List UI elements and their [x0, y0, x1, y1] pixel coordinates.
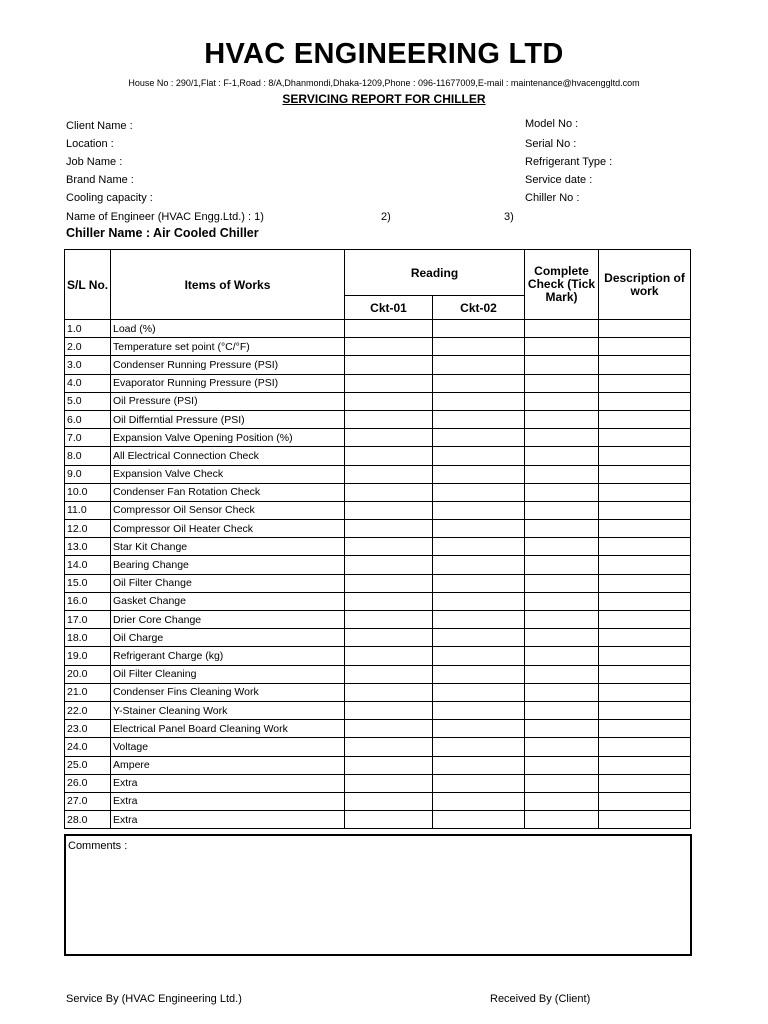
- row-complete-cell[interactable]: [525, 756, 599, 774]
- company-name: HVAC ENGINEERING LTD: [204, 38, 564, 70]
- row-description-cell[interactable]: [599, 629, 691, 647]
- report-title: SERVICING REPORT FOR CHILLER: [282, 92, 486, 106]
- row-ckt2-cell[interactable]: [433, 629, 525, 647]
- row-ckt1-cell[interactable]: [345, 756, 433, 774]
- row-ckt1-cell[interactable]: [345, 556, 433, 574]
- row-item-name: Oil Filter Cleaning: [111, 665, 345, 683]
- location-label: Location :: [66, 138, 114, 150]
- row-sl-number: 9.0: [65, 465, 111, 483]
- row-sl-number: 22.0: [65, 701, 111, 719]
- row-item-name: Extra: [111, 774, 345, 792]
- row-item-name: Load (%): [111, 320, 345, 338]
- row-description-cell[interactable]: [599, 683, 691, 701]
- row-ckt2-cell[interactable]: [433, 665, 525, 683]
- table-row: [65, 356, 691, 374]
- row-sl-number: 26.0: [65, 774, 111, 792]
- table-row: [65, 392, 691, 410]
- row-ckt2-cell[interactable]: [433, 592, 525, 610]
- row-sl-number: 20.0: [65, 665, 111, 683]
- row-description-cell[interactable]: [599, 701, 691, 719]
- row-sl-number: 28.0: [65, 811, 111, 829]
- row-description-cell[interactable]: [599, 592, 691, 610]
- table-row: [65, 483, 691, 501]
- row-sl-number: 10.0: [65, 483, 111, 501]
- row-item-name: Expansion Valve Check: [111, 465, 345, 483]
- row-ckt1-cell[interactable]: [345, 683, 433, 701]
- row-ckt1-cell[interactable]: [345, 520, 433, 538]
- comments-label: Comments :: [68, 840, 128, 852]
- row-description-cell[interactable]: [599, 538, 691, 556]
- row-ckt1-cell[interactable]: [345, 738, 433, 756]
- row-ckt2-cell[interactable]: [433, 320, 525, 338]
- row-item-name: Gasket Change: [111, 592, 345, 610]
- row-ckt1-cell[interactable]: [345, 410, 433, 428]
- col-sl-header: S/L No.: [65, 250, 111, 320]
- row-ckt2-cell[interactable]: [433, 774, 525, 792]
- row-ckt2-cell[interactable]: [433, 556, 525, 574]
- row-description-cell[interactable]: [599, 756, 691, 774]
- table-row: [65, 556, 691, 574]
- row-description-cell[interactable]: [599, 374, 691, 392]
- row-ckt2-cell[interactable]: [433, 356, 525, 374]
- row-item-name: All Electrical Connection Check: [111, 447, 345, 465]
- row-item-name: Ampere: [111, 756, 345, 774]
- row-description-cell[interactable]: [599, 338, 691, 356]
- row-complete-cell[interactable]: [525, 447, 599, 465]
- row-ckt1-cell[interactable]: [345, 429, 433, 447]
- row-ckt2-cell[interactable]: [433, 538, 525, 556]
- row-sl-number: 16.0: [65, 592, 111, 610]
- row-item-name: Condenser Running Pressure (PSI): [111, 356, 345, 374]
- row-ckt2-cell[interactable]: [433, 701, 525, 719]
- row-item-name: Oil Filter Change: [111, 574, 345, 592]
- row-item-name: Compressor Oil Sensor Check: [111, 501, 345, 519]
- row-complete-cell[interactable]: [525, 556, 599, 574]
- row-complete-cell[interactable]: [525, 520, 599, 538]
- row-ckt1-cell[interactable]: [345, 592, 433, 610]
- row-sl-number: 4.0: [65, 374, 111, 392]
- row-sl-number: 15.0: [65, 574, 111, 592]
- row-complete-cell[interactable]: [525, 720, 599, 738]
- row-description-cell[interactable]: [599, 774, 691, 792]
- row-ckt2-cell[interactable]: [433, 374, 525, 392]
- row-ckt1-cell[interactable]: [345, 811, 433, 829]
- row-sl-number: 5.0: [65, 392, 111, 410]
- row-sl-number: 25.0: [65, 756, 111, 774]
- row-description-cell[interactable]: [599, 720, 691, 738]
- row-ckt1-cell[interactable]: [345, 356, 433, 374]
- row-ckt1-cell[interactable]: [345, 792, 433, 810]
- row-ckt1-cell[interactable]: [345, 374, 433, 392]
- row-description-cell[interactable]: [599, 520, 691, 538]
- row-ckt1-cell[interactable]: [345, 774, 433, 792]
- table-row: [65, 701, 691, 719]
- row-ckt2-cell[interactable]: [433, 429, 525, 447]
- engineer-label: Name of Engineer (HVAC Engg.Ltd.) : 1): [66, 211, 264, 223]
- row-ckt2-cell[interactable]: [433, 520, 525, 538]
- row-ckt1-cell[interactable]: [345, 574, 433, 592]
- row-sl-number: 1.0: [65, 320, 111, 338]
- col-complete-header: Complete Check (Tick Mark): [525, 250, 599, 320]
- job-name-label: Job Name :: [66, 156, 123, 168]
- row-ckt1-cell[interactable]: [345, 338, 433, 356]
- row-ckt2-cell[interactable]: [433, 410, 525, 428]
- row-item-name: Temperature set point (°C/°F): [111, 338, 345, 356]
- service-date-label: Service date :: [525, 174, 593, 186]
- row-complete-cell[interactable]: [525, 774, 599, 792]
- row-item-name: Oil Differntial Pressure (PSI): [111, 410, 345, 428]
- row-ckt2-cell[interactable]: [433, 392, 525, 410]
- row-item-name: Compressor Oil Heater Check: [111, 520, 345, 538]
- table-row: [65, 683, 691, 701]
- row-complete-cell[interactable]: [525, 538, 599, 556]
- table-row: [65, 447, 691, 465]
- comments-box[interactable]: [64, 834, 692, 956]
- row-complete-cell[interactable]: [525, 410, 599, 428]
- row-description-cell[interactable]: [599, 392, 691, 410]
- row-description-cell[interactable]: [599, 611, 691, 629]
- row-sl-number: 19.0: [65, 647, 111, 665]
- row-description-cell[interactable]: [599, 665, 691, 683]
- row-sl-number: 2.0: [65, 338, 111, 356]
- row-sl-number: 8.0: [65, 447, 111, 465]
- row-ckt2-cell[interactable]: [433, 647, 525, 665]
- row-ckt2-cell[interactable]: [433, 483, 525, 501]
- row-complete-cell[interactable]: [525, 647, 599, 665]
- row-ckt1-cell[interactable]: [345, 320, 433, 338]
- row-description-cell[interactable]: [599, 738, 691, 756]
- row-complete-cell[interactable]: [525, 592, 599, 610]
- row-ckt1-cell[interactable]: [345, 701, 433, 719]
- row-ckt2-cell[interactable]: [433, 811, 525, 829]
- row-complete-cell[interactable]: [525, 683, 599, 701]
- row-item-name: Evaporator Running Pressure (PSI): [111, 374, 345, 392]
- table-row: [65, 538, 691, 556]
- chiller-name: Chiller Name : Air Cooled Chiller: [66, 226, 259, 240]
- table-body: [65, 320, 691, 829]
- row-complete-cell[interactable]: [525, 665, 599, 683]
- row-description-cell[interactable]: [599, 429, 691, 447]
- table-row: [65, 320, 691, 338]
- row-description-cell[interactable]: [599, 792, 691, 810]
- row-description-cell[interactable]: [599, 320, 691, 338]
- row-sl-number: 24.0: [65, 738, 111, 756]
- client-name-label: Client Name :: [66, 120, 133, 132]
- table-row: [65, 665, 691, 683]
- row-description-cell[interactable]: [599, 501, 691, 519]
- row-ckt1-cell[interactable]: [345, 647, 433, 665]
- row-ckt1-cell[interactable]: [345, 465, 433, 483]
- table-row: [65, 629, 691, 647]
- row-ckt1-cell[interactable]: [345, 611, 433, 629]
- row-complete-cell[interactable]: [525, 320, 599, 338]
- received-by-label: Received By (Client): [490, 993, 591, 1005]
- row-item-name: Refrigerant Charge (kg): [111, 647, 345, 665]
- row-complete-cell[interactable]: [525, 501, 599, 519]
- row-ckt2-cell[interactable]: [433, 683, 525, 701]
- table-row: [65, 792, 691, 810]
- row-complete-cell[interactable]: [525, 338, 599, 356]
- work-items-table: [64, 249, 691, 829]
- row-description-cell[interactable]: [599, 811, 691, 829]
- table-row: [65, 647, 691, 665]
- row-description-cell[interactable]: [599, 410, 691, 428]
- row-ckt1-cell[interactable]: [345, 392, 433, 410]
- table-row: [65, 501, 691, 519]
- row-description-cell[interactable]: [599, 356, 691, 374]
- row-sl-number: 13.0: [65, 538, 111, 556]
- row-item-name: Condenser Fins Cleaning Work: [111, 683, 345, 701]
- table-row: [65, 374, 691, 392]
- row-complete-cell[interactable]: [525, 574, 599, 592]
- row-sl-number: 7.0: [65, 429, 111, 447]
- row-ckt2-cell[interactable]: [433, 501, 525, 519]
- table-row: [65, 774, 691, 792]
- col-description-header: Description of work: [599, 250, 691, 320]
- row-ckt2-cell[interactable]: [433, 792, 525, 810]
- row-ckt1-cell[interactable]: [345, 720, 433, 738]
- row-sl-number: 21.0: [65, 683, 111, 701]
- row-item-name: Condenser Fan Rotation Check: [111, 483, 345, 501]
- row-ckt1-cell[interactable]: [345, 447, 433, 465]
- row-sl-number: 11.0: [65, 501, 111, 519]
- row-complete-cell[interactable]: [525, 356, 599, 374]
- row-complete-cell[interactable]: [525, 611, 599, 629]
- table-row: [65, 756, 691, 774]
- table-row: [65, 811, 691, 829]
- table-row: [65, 611, 691, 629]
- row-description-cell[interactable]: [599, 483, 691, 501]
- row-item-name: Expansion Valve Opening Position (%): [111, 429, 345, 447]
- col-ckt2-header: Ckt-02: [433, 296, 525, 320]
- refrigerant-type-label: Refrigerant Type :: [525, 156, 613, 168]
- row-sl-number: 12.0: [65, 520, 111, 538]
- row-complete-cell[interactable]: [525, 374, 599, 392]
- table-row: [65, 574, 691, 592]
- row-complete-cell[interactable]: [525, 629, 599, 647]
- row-sl-number: 14.0: [65, 556, 111, 574]
- table-row: [65, 429, 691, 447]
- table-row: [65, 592, 691, 610]
- row-ckt2-cell[interactable]: [433, 574, 525, 592]
- row-sl-number: 3.0: [65, 356, 111, 374]
- serial-no-label: Serial No :: [525, 138, 577, 150]
- row-ckt1-cell[interactable]: [345, 501, 433, 519]
- table-row: [65, 338, 691, 356]
- row-sl-number: 17.0: [65, 611, 111, 629]
- row-item-name: Extra: [111, 792, 345, 810]
- cooling-capacity-label: Cooling capacity :: [66, 192, 153, 204]
- table-row: [65, 738, 691, 756]
- row-item-name: Extra: [111, 811, 345, 829]
- row-ckt2-cell[interactable]: [433, 738, 525, 756]
- row-description-cell[interactable]: [599, 647, 691, 665]
- row-complete-cell[interactable]: [525, 429, 599, 447]
- row-sl-number: 6.0: [65, 410, 111, 428]
- row-complete-cell[interactable]: [525, 465, 599, 483]
- table-row: [65, 720, 691, 738]
- row-item-name: Electrical Panel Board Cleaning Work: [111, 720, 345, 738]
- row-ckt2-cell[interactable]: [433, 447, 525, 465]
- row-description-cell[interactable]: [599, 465, 691, 483]
- row-item-name: Voltage: [111, 738, 345, 756]
- table-row: [65, 410, 691, 428]
- brand-name-label: Brand Name :: [66, 174, 134, 186]
- company-address: House No : 290/1,Flat : F-1,Road : 8/A,Dhanmondi,Dhaka-1209,Phone : 096-11677009,E-mail : maintenance@hvacenggltd.com: [128, 78, 640, 88]
- row-complete-cell[interactable]: [525, 792, 599, 810]
- chiller-no-label: Chiller No :: [525, 192, 580, 204]
- row-complete-cell[interactable]: [525, 738, 599, 756]
- row-sl-number: 18.0: [65, 629, 111, 647]
- col-ckt1-header: Ckt-01: [345, 296, 433, 320]
- row-item-name: Y-Stainer Cleaning Work: [111, 701, 345, 719]
- col-reading-header: Reading: [345, 250, 525, 296]
- row-ckt1-cell[interactable]: [345, 629, 433, 647]
- row-item-name: Oil Pressure (PSI): [111, 392, 345, 410]
- service-by-label: Service By (HVAC Engineering Ltd.): [66, 993, 242, 1005]
- row-complete-cell[interactable]: [525, 811, 599, 829]
- row-sl-number: 23.0: [65, 720, 111, 738]
- row-ckt1-cell[interactable]: [345, 483, 433, 501]
- engineer-2-label: 2): [381, 211, 391, 223]
- row-ckt2-cell[interactable]: [433, 756, 525, 774]
- row-item-name: Bearing Change: [111, 556, 345, 574]
- row-sl-number: 27.0: [65, 792, 111, 810]
- row-complete-cell[interactable]: [525, 701, 599, 719]
- row-ckt2-cell[interactable]: [433, 338, 525, 356]
- row-item-name: Drier Core Change: [111, 611, 345, 629]
- row-ckt2-cell[interactable]: [433, 720, 525, 738]
- table-row: [65, 465, 691, 483]
- row-description-cell[interactable]: [599, 556, 691, 574]
- model-no-label: Model No :: [525, 118, 579, 130]
- row-item-name: Oil Charge: [111, 629, 345, 647]
- row-ckt1-cell[interactable]: [345, 665, 433, 683]
- row-complete-cell[interactable]: [525, 483, 599, 501]
- row-ckt2-cell[interactable]: [433, 465, 525, 483]
- engineer-3-label: 3): [504, 211, 514, 223]
- row-item-name: Star Kit Change: [111, 538, 345, 556]
- table-row: [65, 520, 691, 538]
- row-description-cell[interactable]: [599, 447, 691, 465]
- row-ckt2-cell[interactable]: [433, 611, 525, 629]
- row-complete-cell[interactable]: [525, 392, 599, 410]
- col-items-header: Items of Works: [111, 250, 345, 320]
- row-description-cell[interactable]: [599, 574, 691, 592]
- row-ckt1-cell[interactable]: [345, 538, 433, 556]
